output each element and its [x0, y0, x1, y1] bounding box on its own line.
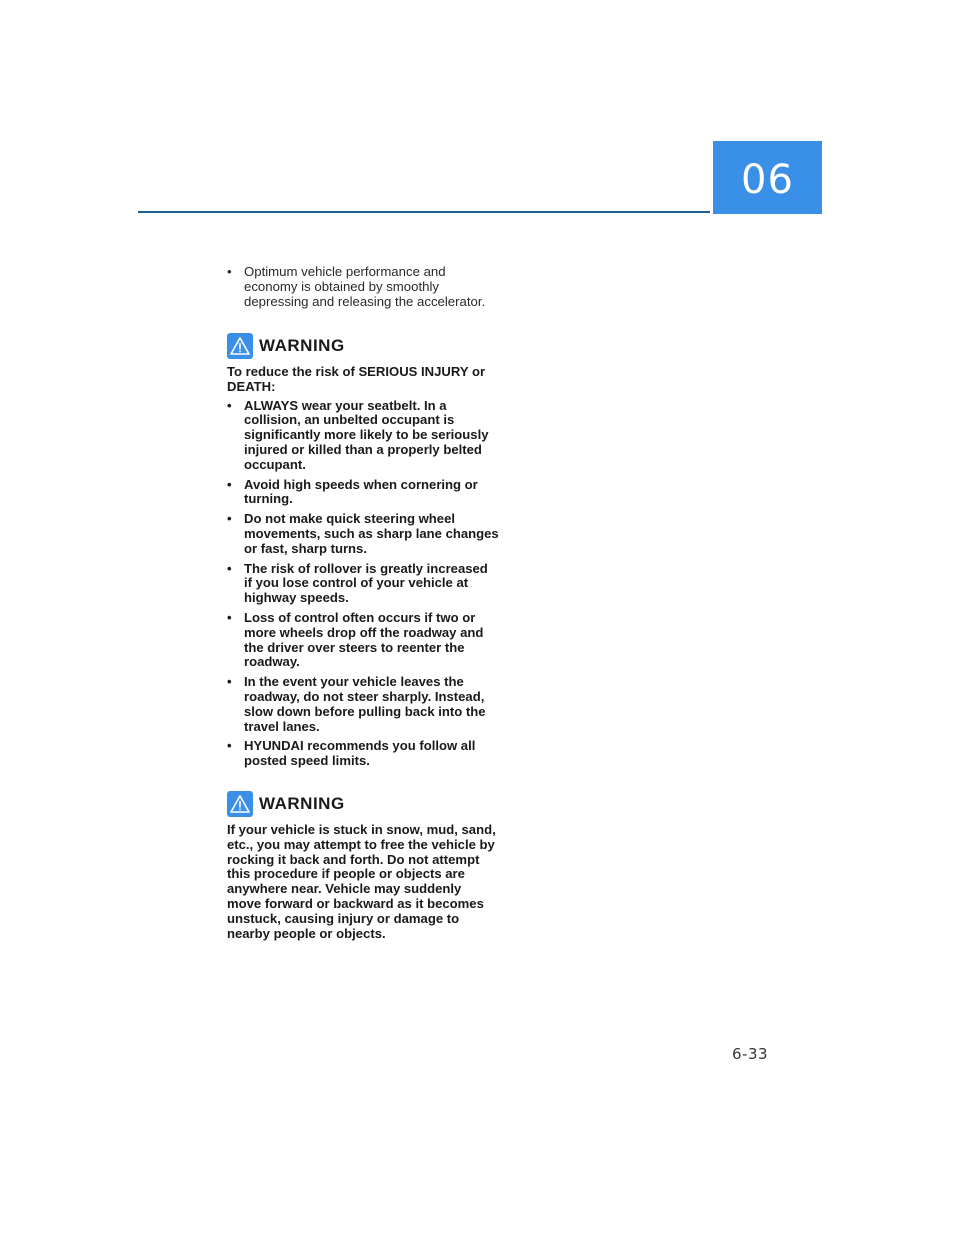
- list-item: • ALWAYS wear your seatbelt. In a collision, an unbelted occupant is significantly more likely to be seriously injured or killed than a properly belted occupant.: [227, 399, 499, 473]
- warning-header: [227, 333, 499, 359]
- list-item: • Optimum vehicle performance and economy is obtained by smoothly depressing and releasing the accelerator.: [227, 264, 499, 309]
- warning-title: WARNING: [259, 793, 345, 813]
- chapter-number: 06: [741, 156, 794, 203]
- list-item: • Loss of control often occurs if two or more wheels drop off the roadway and the driver over steers to reenter the roadway.: [227, 611, 499, 670]
- warning-body: If your vehicle is stuck in snow, mud, sand, etc., you may attempt to free the vehicle by rocking it back and forth. Do not attempt this procedure if people or objects are anywhere near. Vehicle may suddenly move forward or backward as it becomes unstuck, causing injury or damage to nearby people or objects.: [227, 821, 496, 941]
- header-divider: [138, 211, 710, 213]
- list-item: • The risk of rollover is greatly increased if you lose control of your vehicle at highway speeds.: [227, 562, 499, 606]
- page-number: 6-33: [732, 1045, 769, 1063]
- warning-lead: To reduce the risk of SERIOUS INJURY or DEATH:: [227, 364, 486, 394]
- warning-title: WARNING: [259, 336, 345, 355]
- warning-box-2: [227, 791, 499, 941]
- warning-triangle-icon: [227, 333, 253, 359]
- page-content: [227, 264, 499, 941]
- list-item: • HYUNDAI recommends you follow all posted speed limits.: [227, 739, 499, 769]
- list-item: • Do not make quick steering wheel movements, such as sharp lane changes or fast, sharp turns.: [227, 512, 499, 556]
- warning-box-1: [227, 333, 499, 769]
- list-item: • Avoid high speeds when cornering or turning.: [227, 478, 499, 508]
- warning-header: [227, 791, 499, 817]
- intro-list: [227, 264, 499, 309]
- warning-list: [227, 399, 499, 769]
- chapter-tab: [713, 141, 822, 214]
- warning-triangle-icon: [227, 791, 253, 817]
- list-item: • In the event your vehicle leaves the roadway, do not steer sharply. Instead, slow down before pulling back into the travel lanes.: [227, 675, 499, 734]
